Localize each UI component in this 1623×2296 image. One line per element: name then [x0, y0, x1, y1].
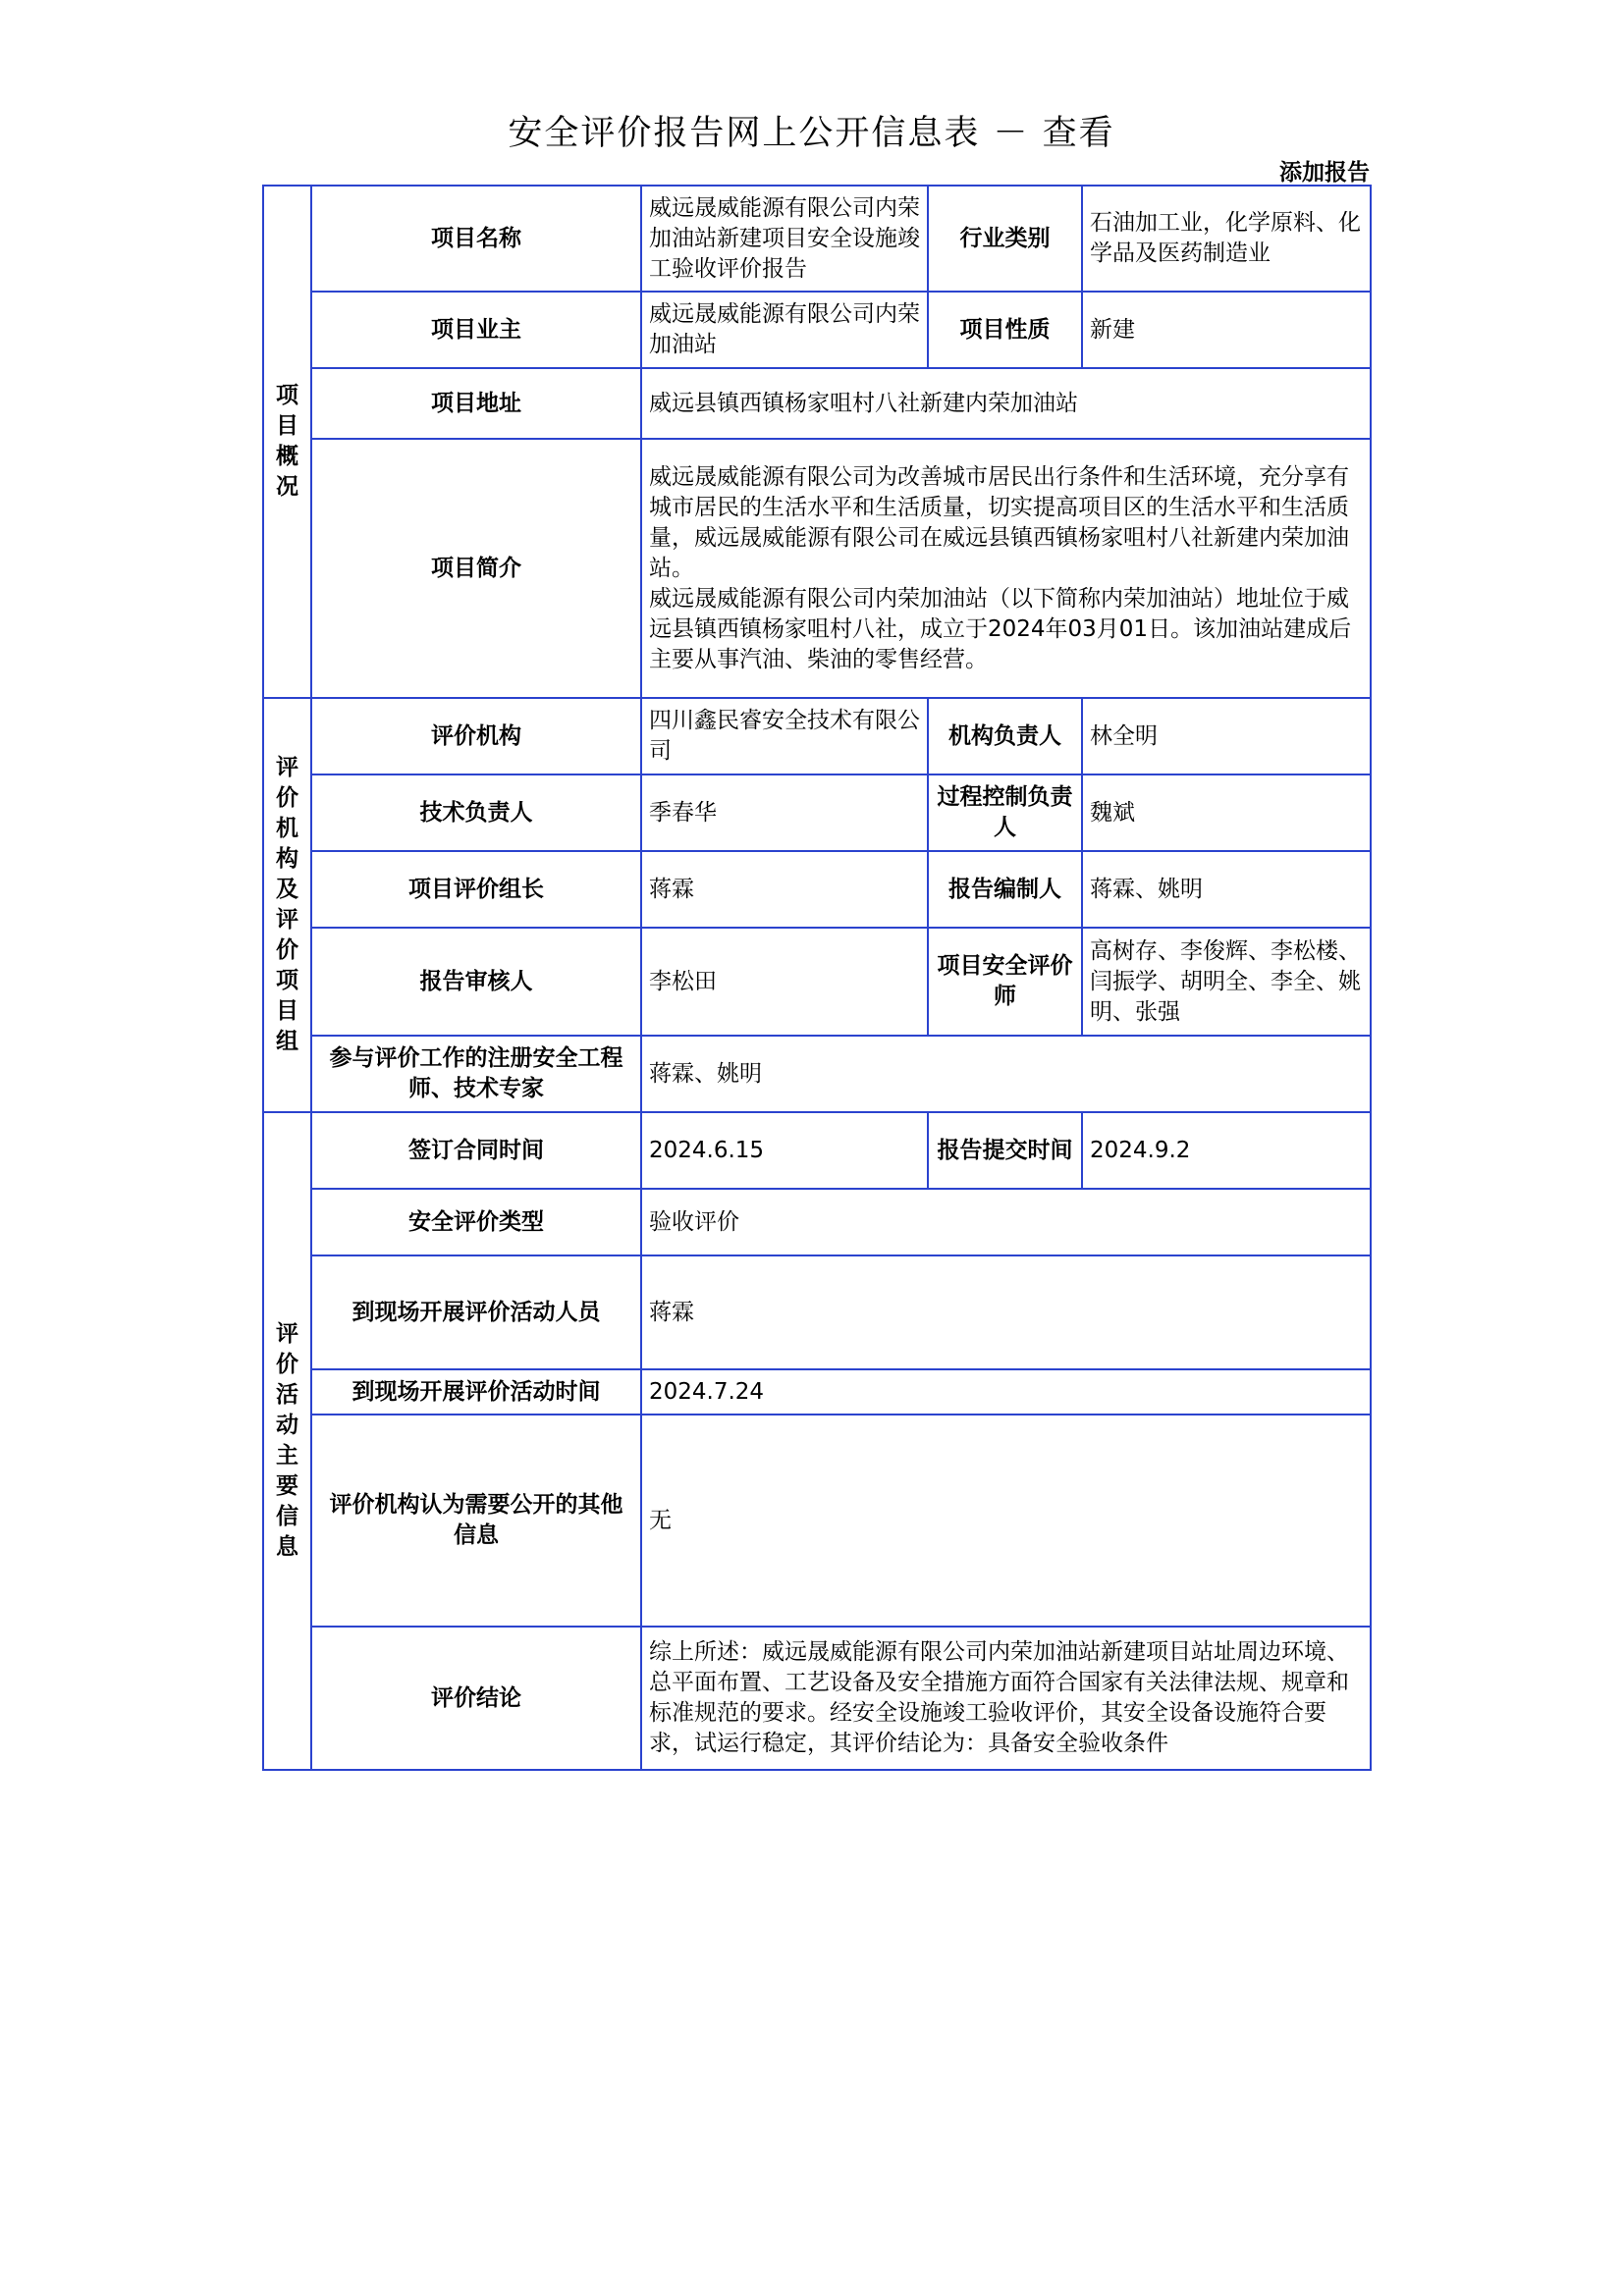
label-engineers: 参与评价工作的注册安全工程师、技术专家 — [311, 1036, 641, 1112]
value-intro — [641, 439, 1371, 698]
label-compiler: 报告编制人 — [928, 851, 1082, 928]
value-nature: 新建 — [1082, 292, 1371, 368]
table-row — [263, 1189, 1371, 1255]
value-industry: 石油加工业，化学原料、化学品及医药制造业 — [1082, 186, 1371, 292]
label-reviewer: 报告审核人 — [311, 928, 641, 1036]
table-row — [263, 928, 1371, 1036]
value-owner: 威远晟威能源有限公司内荣加油站 — [641, 292, 928, 368]
info-table — [262, 185, 1372, 1771]
value-evaluators: 高树存、李俊辉、李松楼、闫振学、胡明全、李全、姚明、张强 — [1082, 928, 1371, 1036]
value-tech-head: 季春华 — [641, 774, 928, 851]
value-conclusion: 综上所述：威远晟威能源有限公司内荣加油站新建项目站址周边环境、总平面布置、工艺设备及安全措施方面符合国家有关法律法规、规章和标准规范的要求。经安全设施竣工验收评价，其安全设备设施符合要求，试运行稳定，其评价结论为：具备安全验收条件 — [641, 1627, 1371, 1770]
label-agency-head: 机构负责人 — [928, 698, 1082, 774]
value-engineers: 蒋霖、姚明 — [641, 1036, 1371, 1112]
label-process-head: 过程控制负责人 — [928, 774, 1082, 851]
section-org: 评价机构及评价项目组 — [263, 698, 311, 1112]
table-row — [263, 186, 1371, 292]
label-nature: 项目性质 — [928, 292, 1082, 368]
value-agency-head: 林全明 — [1082, 698, 1371, 774]
label-intro: 项目简介 — [311, 439, 641, 698]
value-address: 威远县镇西镇杨家咀村八社新建内荣加油站 — [641, 368, 1371, 439]
label-tech-head: 技术负责人 — [311, 774, 641, 851]
table-row — [263, 1036, 1371, 1112]
table-row — [263, 1627, 1371, 1770]
label-submit-date: 报告提交时间 — [928, 1112, 1082, 1189]
add-report-link[interactable]: 添加报告 — [1279, 160, 1370, 186]
value-compiler: 蒋霖、姚明 — [1082, 851, 1371, 928]
table-row — [263, 1255, 1371, 1369]
table-row — [263, 292, 1371, 368]
label-contract-date: 签订合同时间 — [311, 1112, 641, 1189]
value-project-name: 威远晟威能源有限公司内荣加油站新建项目安全设施竣工验收评价报告 — [641, 186, 928, 292]
intro-paragraph-2: 威远晟威能源有限公司内荣加油站（以下简称内荣加油站）地址位于威远县镇西镇杨家咀村八社，成立于2024年03月01日。该加油站建成后主要从事汽油、柴油的零售经营。 — [649, 585, 1352, 672]
table-row — [263, 774, 1371, 851]
value-agency: 四川鑫民睿安全技术有限公司 — [641, 698, 928, 774]
value-leader: 蒋霖 — [641, 851, 928, 928]
table-row — [263, 1369, 1371, 1415]
section-activity: 评价活动主要信息 — [263, 1112, 311, 1770]
label-project-name: 项目名称 — [311, 186, 641, 292]
label-owner: 项目业主 — [311, 292, 641, 368]
value-submit-date: 2024.9.2 — [1082, 1112, 1371, 1189]
section-overview: 项目概况 — [263, 186, 311, 698]
value-reviewer: 李松田 — [641, 928, 928, 1036]
label-conclusion: 评价结论 — [311, 1627, 641, 1770]
table-row — [263, 439, 1371, 698]
value-other-info: 无 — [641, 1415, 1371, 1627]
table-row — [263, 368, 1371, 439]
value-process-head: 魏斌 — [1082, 774, 1371, 851]
table-row — [263, 851, 1371, 928]
table-row — [263, 698, 1371, 774]
label-eval-type: 安全评价类型 — [311, 1189, 641, 1255]
table-row — [263, 1112, 1371, 1189]
label-site-time: 到现场开展评价活动时间 — [311, 1369, 641, 1415]
label-site-staff: 到现场开展评价活动人员 — [311, 1255, 641, 1369]
label-evaluators: 项目安全评价师 — [928, 928, 1082, 1036]
label-address: 项目地址 — [311, 368, 641, 439]
page-title: 安全评价报告网上公开信息表 － 查看 — [508, 114, 1115, 153]
intro-paragraph-1: 威远晟威能源有限公司为改善城市居民出行条件和生活环境，充分享有城市居民的生活水平和生活质量，切实提高项目区的生活水平和生活质量，威远晟威能源有限公司在威远县镇西镇杨家咀村八社新建内荣加油站。 — [649, 463, 1349, 581]
value-site-time: 2024.7.24 — [641, 1369, 1371, 1415]
value-eval-type: 验收评价 — [641, 1189, 1371, 1255]
label-other-info: 评价机构认为需要公开的其他信息 — [311, 1415, 641, 1627]
label-leader: 项目评价组长 — [311, 851, 641, 928]
value-contract-date: 2024.6.15 — [641, 1112, 928, 1189]
table-row — [263, 1415, 1371, 1627]
label-industry: 行业类别 — [928, 186, 1082, 292]
label-agency: 评价机构 — [311, 698, 641, 774]
value-site-staff: 蒋霖 — [641, 1255, 1371, 1369]
